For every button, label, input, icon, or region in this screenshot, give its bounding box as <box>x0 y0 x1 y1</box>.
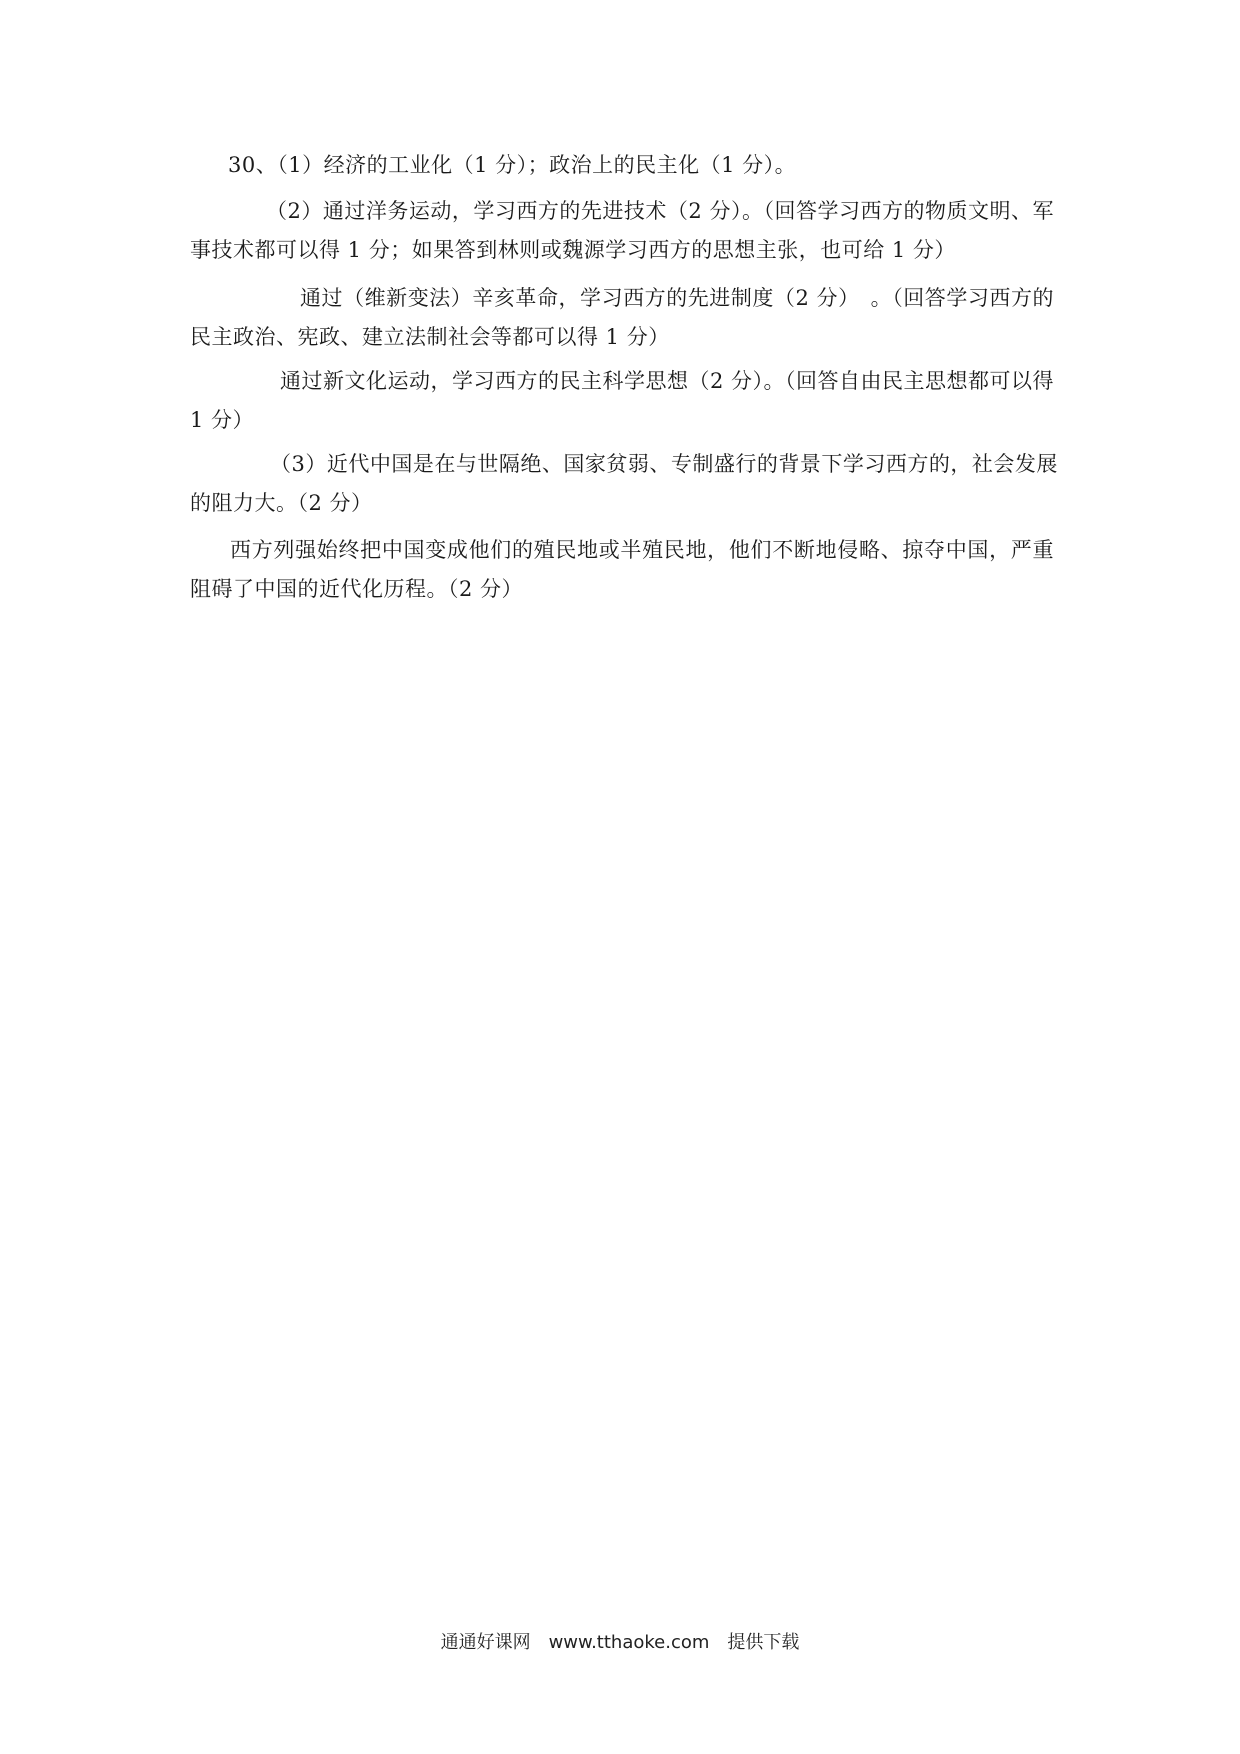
answer-q30-part2-line5: 通过新文化运动，学习西方的民主科学思想（2 分）。（回答自由民主思想都可以得 <box>280 369 1055 393</box>
answer-q30-part2-line4: 民主政治、宪政、建立法制社会等都可以得 1 分） <box>190 325 670 349</box>
answer-q30-part3-line1: （3）近代中国是在与世隔绝、国家贫弱、专制盛行的背景下学习西方的，社会发展 <box>270 452 1058 476</box>
answer-q30-part2-line3: 通过（维新变法）辛亥革命，学习西方的先进制度（2 分） 。（回答学习西方的 <box>300 286 1054 310</box>
answer-q30-part1: 30、（1）经济的工业化（1 分）；政治上的民主化（1 分）。 <box>228 153 797 177</box>
answer-q30-part3-line2: 的阻力大。（2 分） <box>190 491 373 515</box>
answer-q30-part2-line1: （2）通过洋务运动，学习西方的先进技术（2 分）。（回答学习西方的物质文明、军 <box>266 199 1054 223</box>
answer-q30-part2-line2: 事技术都可以得 1 分；如果答到林则或魏源学习西方的思想主张，也可给 1 分） <box>190 238 956 262</box>
page-footer: 通通好课网 www.tthaoke.com 提供下载 <box>440 1632 800 1653</box>
answer-q30-part3-line3: 西方列强始终把中国变成他们的殖民地或半殖民地，他们不断地侵略、掠夺中国，严重 <box>230 538 1054 562</box>
answer-q30-part2-line6: 1 分） <box>190 408 255 432</box>
answer-q30-part3-line4: 阻碍了中国的近代化历程。（2 分） <box>190 577 524 601</box>
